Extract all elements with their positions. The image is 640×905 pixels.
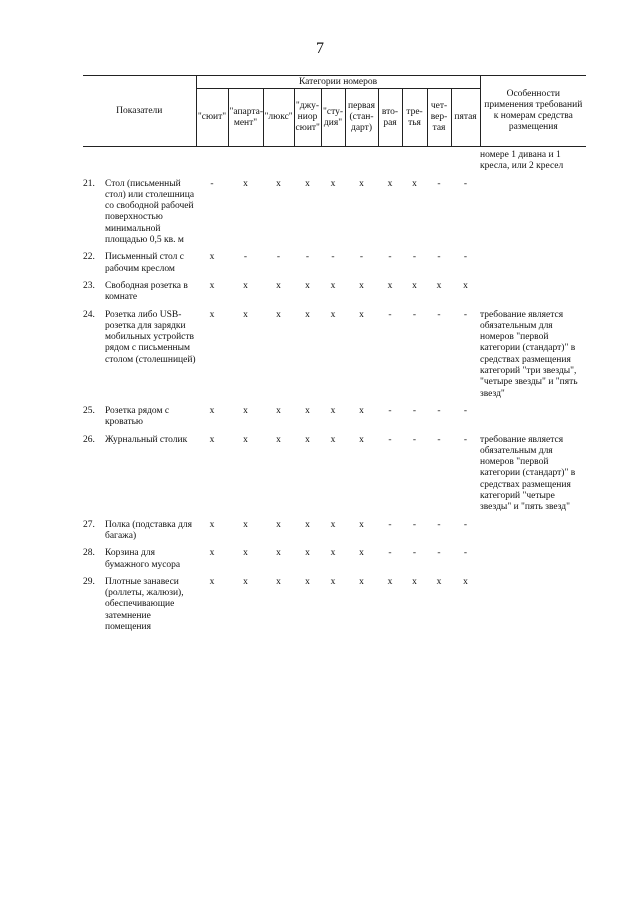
row-mark: - — [437, 178, 441, 189]
row-mark: x — [276, 405, 281, 416]
header-category: первая (стан-дарт) — [345, 89, 378, 147]
row-mark: x — [209, 252, 215, 263]
row-mark: x — [243, 519, 248, 530]
row-mark: - — [463, 434, 468, 445]
row-name: Полка (подставка для багажа) — [105, 519, 193, 541]
row-note — [480, 406, 586, 429]
row-mark: x — [330, 434, 336, 445]
row-mark: x — [330, 280, 336, 291]
row-mark: - — [388, 548, 392, 559]
table-row — [83, 548, 586, 571]
row-mark: x — [305, 548, 310, 559]
header-indicators: Показатели — [83, 76, 196, 147]
row-mark: x — [330, 576, 336, 587]
row-mark: x — [305, 576, 310, 587]
row-mark: x — [209, 576, 215, 587]
row-mark: x — [243, 405, 248, 416]
row-mark: - — [463, 548, 468, 559]
row-mark: x — [359, 434, 364, 445]
row-name: Корзина для бумажного мусора — [105, 548, 181, 570]
header-category: "люкс" — [263, 89, 294, 147]
row-mark: - — [463, 519, 468, 530]
row-mark: x — [305, 434, 310, 445]
table-row — [83, 435, 586, 514]
row-mark: - — [412, 519, 417, 530]
row-mark: x — [305, 405, 310, 416]
row-mark: x — [243, 280, 248, 291]
row-mark: - — [437, 405, 441, 416]
table-row — [83, 310, 586, 400]
empty-cell — [402, 150, 427, 173]
row-mark: x — [243, 309, 248, 320]
row-name: Розетка рядом с кроватью — [105, 405, 170, 428]
row-mark: x — [436, 280, 442, 291]
row-mark: x — [243, 434, 248, 445]
empty-cell — [105, 150, 196, 173]
header-category: чет-вер-тая — [427, 89, 451, 147]
row-mark: - — [412, 252, 417, 263]
row-mark: - — [388, 434, 392, 445]
row-mark: - — [243, 252, 248, 263]
header-category: "сюит" — [196, 89, 228, 147]
row-name: Стол (письменный стол) или столешница со свободной рабочей поверхностью минимальной площадью 0,5 кв. м — [105, 178, 195, 246]
row-mark: x — [243, 548, 248, 559]
row-mark: x — [305, 519, 310, 530]
row-mark: x — [463, 280, 468, 291]
row-mark: x — [305, 178, 310, 189]
row-mark: - — [412, 434, 417, 445]
row-mark: x — [359, 576, 364, 587]
row-mark: - — [412, 309, 417, 320]
table-header — [83, 75, 586, 147]
row-mark: x — [209, 405, 215, 416]
empty-cell — [263, 150, 294, 173]
row-mark: x — [305, 309, 310, 320]
row-name: Розетка либо USB-розетка для зарядки мобильных устройств рядом с письменным столом (столешницей) — [105, 309, 196, 365]
empty-cell — [321, 150, 345, 173]
row-mark: - — [359, 252, 364, 263]
row-note — [480, 179, 586, 247]
row-mark: x — [276, 548, 281, 559]
row-note — [480, 548, 586, 571]
row-mark: x — [387, 576, 393, 587]
table-body — [83, 150, 586, 633]
row-number: 23. — [83, 280, 95, 291]
row-mark: - — [437, 548, 441, 559]
row-mark: x — [359, 405, 364, 416]
row-mark: x — [209, 309, 215, 320]
row-mark: x — [330, 178, 336, 189]
row-number: 28. — [83, 548, 95, 559]
row-mark: x — [276, 576, 281, 587]
row-mark: x — [387, 178, 393, 189]
row-mark: x — [412, 576, 417, 587]
row-mark: - — [388, 252, 392, 263]
row-mark: x — [330, 548, 336, 559]
row-mark: x — [209, 280, 215, 291]
row-name: Журнальный столик — [105, 434, 188, 445]
header-features: Особенности применения требований к номерам средства размещения — [480, 76, 586, 147]
header-category: пятая — [451, 89, 480, 147]
empty-cell — [228, 150, 263, 173]
row-mark: - — [463, 178, 468, 189]
row-note: требование является обязательным для номеров "первой категории (стандарт)" в средствах размещения категорий "четыре звезды" и "пять звезд" — [480, 434, 576, 513]
empty-cell — [196, 150, 228, 173]
row-mark: x — [387, 280, 393, 291]
row-note — [480, 281, 586, 304]
table-row — [83, 252, 586, 275]
row-mark: x — [436, 576, 442, 587]
header-category: "джу-ниор сюит" — [294, 89, 321, 147]
header-category: "сту-дия" — [321, 89, 345, 147]
row-mark: x — [359, 548, 364, 559]
table-row — [83, 179, 586, 247]
row-name: Письменный стол с рабочим креслом — [105, 252, 184, 274]
table-row — [83, 406, 586, 429]
row-mark: x — [463, 576, 468, 587]
continuation-note: номере 1 дивана и 1 кресла, или 2 кресел — [480, 150, 564, 172]
row-mark: - — [210, 178, 214, 189]
row-mark: x — [330, 519, 336, 530]
row-mark: - — [331, 252, 335, 263]
row-mark: - — [437, 309, 441, 320]
header-categories-title: Категории номеров — [196, 76, 480, 89]
empty-cell — [83, 150, 105, 173]
row-mark: - — [437, 434, 441, 445]
table-row — [83, 520, 586, 543]
row-mark: x — [359, 309, 364, 320]
row-mark: - — [437, 519, 441, 530]
table-row — [83, 150, 586, 173]
row-mark: - — [463, 405, 468, 416]
row-mark: - — [463, 309, 468, 320]
row-mark: x — [359, 178, 364, 189]
row-mark: - — [412, 405, 417, 416]
row-mark: x — [209, 548, 215, 559]
row-mark: x — [209, 519, 215, 530]
row-mark: x — [276, 178, 281, 189]
row-mark: x — [276, 309, 281, 320]
row-number: 29. — [83, 576, 95, 587]
row-mark: x — [276, 280, 281, 291]
row-mark: x — [243, 178, 248, 189]
row-note — [480, 252, 586, 275]
row-note: требование является обязательным для номеров "первой категории (стандарт)" в средствах размещения категорий "три звезды", "четыре звезды" и "пять звезд" — [480, 309, 578, 399]
row-mark: - — [388, 519, 392, 530]
row-number: 22. — [83, 252, 95, 263]
table-row — [83, 577, 586, 633]
header-category: "апарта-мент" — [228, 89, 263, 147]
row-mark: - — [463, 252, 468, 263]
row-name: Свободная розетка в комнате — [105, 280, 188, 303]
row-mark: x — [359, 280, 364, 291]
row-mark: x — [243, 576, 248, 587]
row-number: 26. — [83, 434, 95, 445]
row-mark: x — [330, 405, 336, 416]
row-note — [480, 577, 586, 633]
row-note — [480, 520, 586, 543]
row-number: 21. — [83, 178, 95, 189]
row-mark: x — [330, 309, 336, 320]
empty-cell — [451, 150, 480, 173]
row-mark: x — [305, 280, 310, 291]
row-number: 24. — [83, 309, 95, 320]
row-mark: x — [276, 434, 281, 445]
row-mark: - — [388, 405, 392, 416]
table-row — [83, 281, 586, 304]
row-mark: x — [412, 178, 417, 189]
row-mark: - — [276, 252, 281, 263]
row-number: 27. — [83, 519, 95, 530]
row-name: Плотные занавеси (роллеты, жалюзи), обеспечивающие затемнение помещения — [105, 576, 184, 632]
row-mark: - — [388, 309, 392, 320]
row-mark: - — [412, 548, 417, 559]
row-mark: - — [305, 252, 310, 263]
empty-cell — [294, 150, 321, 173]
row-mark: - — [437, 252, 441, 263]
row-number: 25. — [83, 405, 95, 416]
row-mark: x — [209, 434, 215, 445]
empty-cell — [345, 150, 378, 173]
empty-cell — [378, 150, 402, 173]
header-category: тре-тья — [402, 89, 427, 147]
row-mark: x — [359, 519, 364, 530]
header-category: вто-рая — [378, 89, 402, 147]
row-mark: x — [412, 280, 417, 291]
page-number: 7 — [316, 40, 324, 57]
empty-cell — [427, 150, 451, 173]
row-mark: x — [276, 519, 281, 530]
